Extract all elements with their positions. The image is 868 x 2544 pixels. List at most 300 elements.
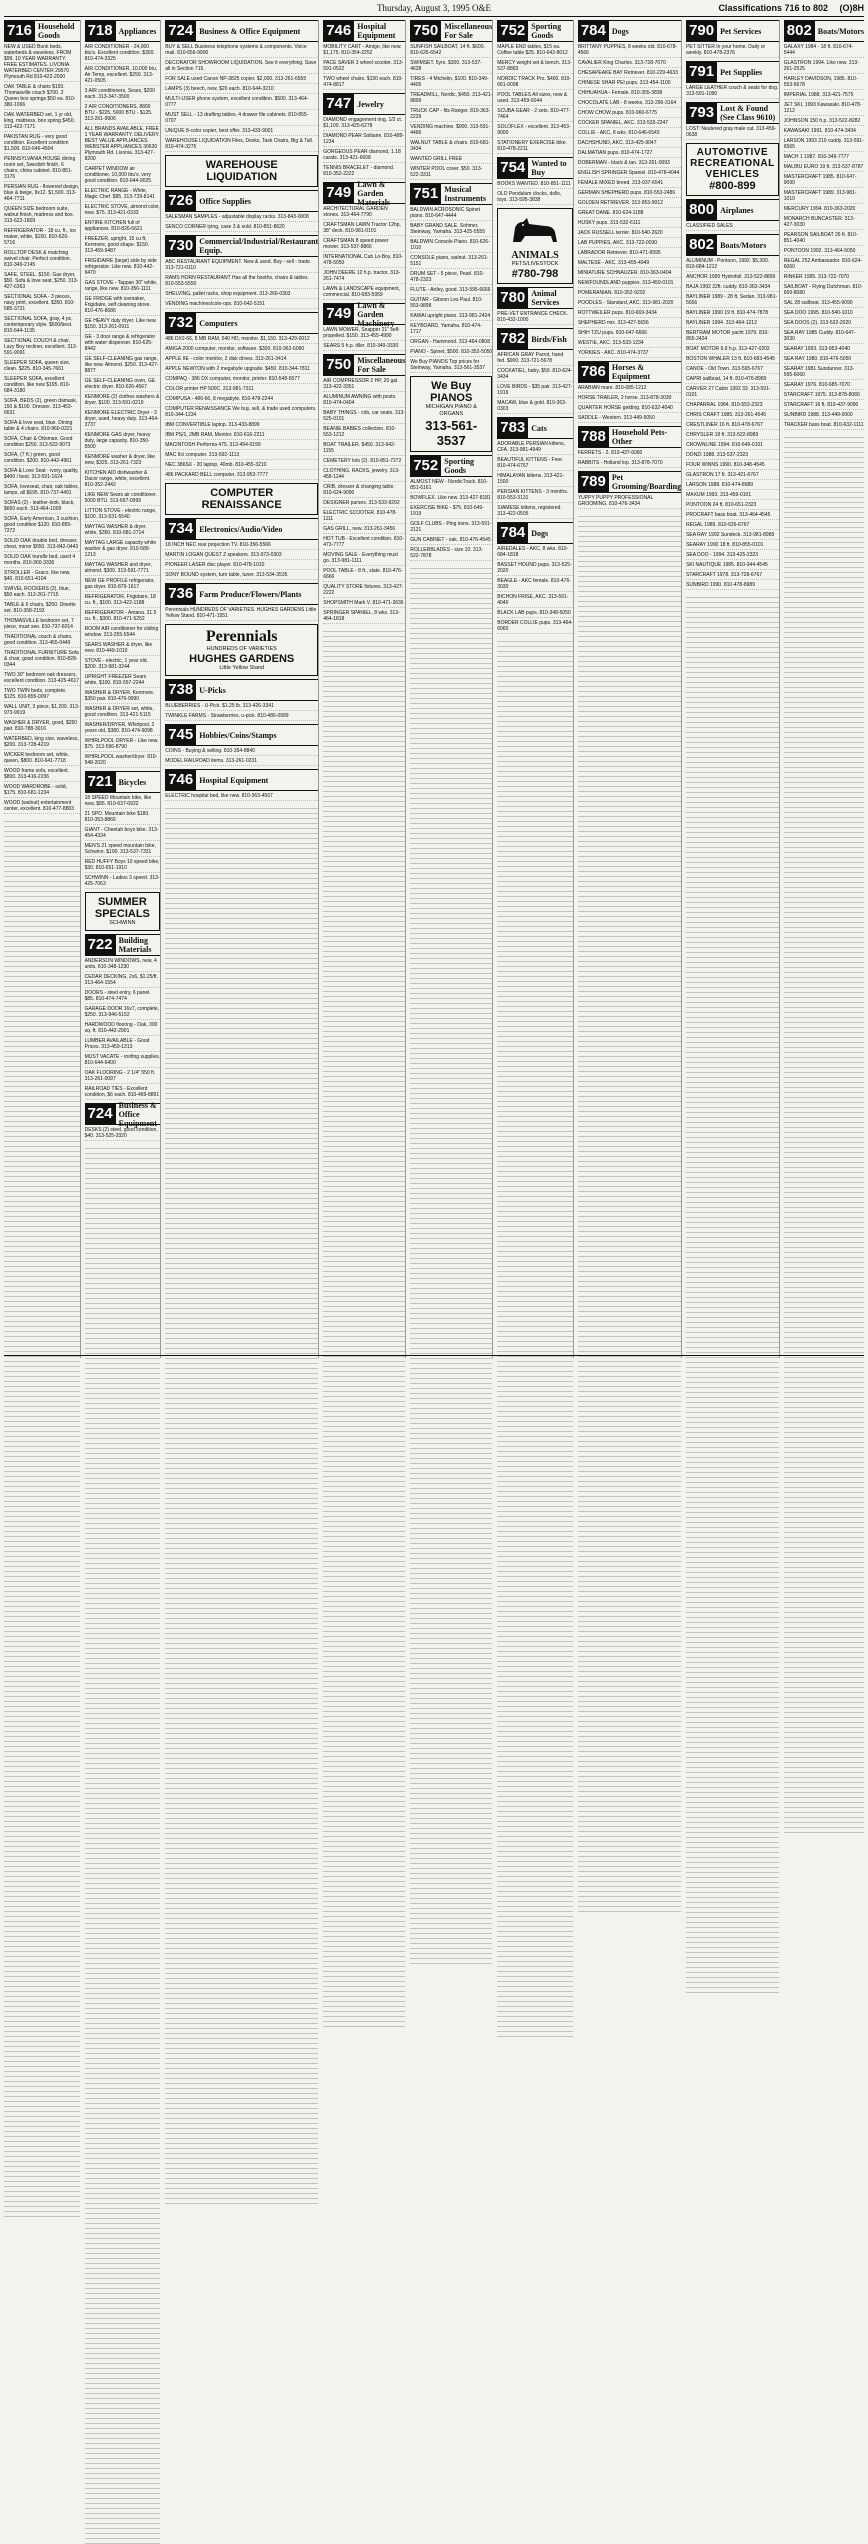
classified-ad: ELECTRIC STOVE, almond color, new. $75. 313-421-0333: [84, 204, 161, 216]
classified-ad: AMIGA 2000 computer, monitor, software. $300. 810-362-6090: [165, 346, 318, 354]
classified-ad: POMERANIAN. 810-352-9292: [578, 290, 681, 298]
section-802: [686, 234, 779, 590]
column-2: [85, 20, 162, 1358]
classified-ad: BALDWIN ACROSONIC Spinet piano. 810-647-4444: [410, 207, 492, 221]
classified-ad: GOLDEN RETRIEVER. 313-953-9012: [578, 200, 681, 208]
section-number: 751: [410, 184, 441, 204]
classified-ad: 3 AIR conditioners, Sears, $200 each. 313-347-3500: [85, 88, 161, 102]
classified-ad: SOFA, (7 ft.) green, good condition. $200. 810-442-4961: [4, 452, 80, 466]
classified-ad: CONSOLE piano, walnut. 313-261-5151: [410, 255, 492, 269]
classified-ad: SALESMAN SAMPLES - adjustable display racks. 313-843-0008: [165, 214, 318, 222]
classified-ad: DOBERMAN - black & tan. 313-261-0093: [578, 160, 681, 168]
classified-ad: AIREDALES - AKC, 8 wks. 810-684-1818: [497, 546, 573, 560]
section-number: 746: [165, 770, 196, 790]
section-number: 802: [686, 235, 717, 255]
section-number: 749: [323, 304, 354, 324]
classified-ad: IBM CONVERTIBLE laptop. 313-433-8899: [165, 422, 318, 430]
classified-ad: CHESAPEAKE BAY Retriever. 810-229-4633: [578, 70, 681, 78]
classified-ad: BOWFLEX. Like new. 313-427-8181: [410, 495, 491, 501]
classified-ad: TWO TWIN beds, complete. $125. 810-855-0097: [4, 688, 80, 702]
section-title: Commercial/Industrial/Restaurant Equip.: [199, 237, 319, 255]
classified-ad: LOST: Neutered gray male cat. 313-459-0638: [686, 126, 779, 140]
section-746: [165, 769, 318, 801]
classified-ad: ORGAN - Hammond. 313-464-0808: [410, 339, 492, 347]
classified-ad: MACAW, blue & gold. 810-363-0303: [497, 400, 573, 414]
section-782: [497, 328, 573, 414]
section-title: Computers: [199, 318, 238, 328]
classified-ad: 2 AIR CONDITIONERS, 8800 BTU - $225, 5000 BTU - $125. 313-261-9906: [85, 104, 161, 124]
classified-ad: ELECTRIC RANGE - White, Magic Chef. $85. 313-729-8141: [85, 188, 161, 202]
classified-ad: WASHER & DRYER, Kenmore. $350 pair. 810-476-9990: [85, 690, 161, 704]
classified-ad: SCHWINN - Ladies 3 speed. 313-425-7063: [84, 875, 160, 887]
classified-ad: THOMASVILLE bedroom set, 7 piece, must see. 810-737-6014: [4, 618, 80, 632]
section-749: [323, 179, 405, 300]
classified-ad: LUMBER AVAILABLE - Good Prices. 313-459-1313: [85, 1038, 161, 1052]
section-number: 721: [85, 772, 116, 792]
classified-ad: MARTIN LOGAN QUEST Z speakers. 313-973-0303: [165, 552, 318, 560]
section-title: Lost & Found (See Class 9610): [720, 104, 776, 122]
classified-ad: FLUTE - Artley, good. 313-595-6666: [410, 287, 491, 293]
classified-ad: BERTRAM MOTOR yacht 1979. 810-855-2424: [686, 330, 779, 344]
section-header: [165, 679, 318, 701]
classified-ad: 486 PACKARD BELL computer. 313-953-7777: [165, 472, 318, 480]
classified-ad: SHIH TZU pups. 810-647-6666: [578, 330, 681, 338]
classified-ad: WOOD (walnut) entertainment center, excellent. 810-477-8803: [4, 800, 80, 814]
section-header: [686, 102, 779, 124]
classified-ad: VENDING machine. $900. 313-591-4466: [410, 124, 492, 138]
classified-ad: BORDER COLLIE pups. 313-464-6060: [497, 620, 573, 632]
classified-ad: COMPAQ - 386 DX computer, monitor, printer. 810-548-5577: [165, 376, 318, 384]
section-header: [323, 93, 405, 115]
classified-ad: ENTIRE KITCHEN full of appliances. 810-826-6621: [85, 220, 161, 234]
classified-ad: COLOR printer HP 500C. 313-981-7311: [165, 386, 318, 394]
classified-ad: SOLID OAK double bed, dresser, chest, mirror $650. 313-842-0443: [4, 538, 79, 550]
section-header: [165, 20, 318, 42]
classified-ad: SOFA & love seat, blue. Dining table & 4 chairs. 810-960-0321: [4, 420, 80, 434]
classified-ad: MALIBU EURO 19 ft. 313-537-8787: [783, 164, 864, 170]
section-734: [165, 518, 318, 580]
classified-ad: SEA RAY 1992 Sundeck. 313-981-8989: [686, 532, 779, 540]
section-header: [85, 1100, 161, 1128]
classified-ad: RAMS HORN RESTAURANT Has all the booths, chairs & tables. 810-553-5550: [165, 275, 318, 289]
classified-ad: REFRIGERATOR - Amana. 21.5 cu. ft., $300. 810-471-5252: [85, 610, 161, 624]
section-786: [578, 361, 681, 423]
classified-ad: GERMAN SHEPHERD pups. 810-553-2486: [578, 190, 681, 198]
column-7: [578, 20, 682, 1358]
classified-ad: BASSET HOUND pups. 313-525-2020: [497, 562, 572, 574]
classified-ad: GALAXY 1984 - 18 ft. 810-674-5444: [784, 44, 864, 58]
classified-ad: SLEEPER SOFA, queen size, clean. $225. 810-345-7661: [4, 360, 80, 374]
section-724: [165, 20, 318, 152]
classified-ad: OLD Pendulum clocks, dolls, toys. 313-595-3838: [497, 191, 573, 205]
liquidation-ad-box: [165, 155, 318, 187]
classified-ad: SUNBIRD 1990. 810-478-8989: [686, 582, 779, 590]
dog-icon: [505, 214, 565, 248]
classified-ad: TRADITIONAL FURNITURE Sofa & chair, good condition. 810-828-0344: [4, 650, 79, 668]
classified-ad: ROOM AIR conditioner for sliding window. 313-255-5544: [84, 626, 159, 638]
classified-ad: CHAPARRAL 1984. 810-553-2323: [686, 402, 779, 410]
classified-ad: RED HUFFY Boys 10 speed bike, $30. 810-651-1910: [84, 859, 160, 871]
classified-ad: ROLLTOP DESK & matching swivel chair. Perfect condition. 810-349-2145: [4, 250, 80, 270]
classified-ad: STATIONERY EXERCISE bike. 810-478-2211: [497, 140, 573, 154]
classified-ad: PENNSYLVANIA HOUSE dining room set, Swedish finish, 6 chairs, china cabinet. 810-851-3176: [4, 156, 80, 182]
classified-ad: KEYBOARD, Yamaha. 810-474-1717: [410, 323, 492, 337]
classified-ad: REFRIGERATOR, Frigidaire, 18 cu. ft., $100. 313-422-1188: [85, 594, 161, 608]
classified-ad: GAS GRILL, new. 313-261-3456: [323, 526, 405, 534]
section-number: 726: [165, 191, 196, 211]
classified-ad: SEARAY 1990 18 ft. 810-855-0101: [686, 542, 779, 550]
classified-ad: CLOTHING, RACKS, jewelry. 313-458-1144: [323, 468, 405, 482]
section-header: [85, 771, 161, 793]
classified-ad: BLACK LAB pups. 810-348-5050: [497, 610, 573, 618]
classified-ad: SEARAY 1993. 313-953-4040: [784, 346, 864, 354]
section-784: [578, 20, 681, 358]
animals-subtitle: PETS/LIVESTOCK: [511, 261, 559, 267]
perennials-line3: HUGHES GARDENS: [189, 653, 295, 665]
classified-ad: We Buy PIANOS Top prices for Steinway, Yamaha. 313-561-3537: [410, 359, 492, 373]
classified-ad: BABY GRAND SALE. Sohmer, Steinway, Yamaha. 313-425-5555: [410, 223, 492, 237]
classified-ad: SONY BOUND system, turn table, tuner. 313-534-3535: [165, 572, 318, 580]
classified-ad: ELECTRIC hospital bed, like new. 810-363-4567: [165, 793, 318, 801]
classified-ad: APPLE NEWTON with 2 megabyte upgrade. $450. 810-344-7811: [165, 366, 318, 374]
section-number: 793: [686, 103, 717, 123]
section-789: [578, 471, 681, 509]
classified-ad: SAILBOAT - Flying Dutchman. 810-669-8080: [783, 284, 863, 296]
section-title: Miscellaneous For Sale: [357, 356, 406, 374]
section-header: [686, 61, 779, 83]
classified-ad: POODLES - Standard, AKC. 313-981-2020: [578, 300, 681, 308]
section-header: [85, 20, 161, 42]
rv-line1: AUTOMOTIVE: [696, 147, 769, 158]
section-title: Lawn & Garden Machinery: [357, 300, 395, 328]
classified-ad: CEMETERY lots (2). 810-851-7272: [323, 458, 405, 466]
classified-ad: GOLF CLUBS - Ping irons. 313-591-2121: [410, 521, 492, 533]
classified-ad: TREADMILL, Nordic, $450. 313-421-8899: [410, 92, 493, 104]
perennials-ad-box: [165, 624, 318, 676]
classified-ad: AFRICAN GRAY Parrot, hand fed. $900. 313-721-5678: [497, 352, 573, 366]
section-800: [686, 199, 779, 231]
classified-ad: CHIHUAHUA - Female. 810-355-3838: [578, 90, 681, 98]
classified-ad: CAPRI sailboat, 14 ft. 810-476-8989: [686, 376, 779, 384]
section-header: [323, 179, 405, 207]
section-header: [410, 455, 492, 477]
classified-ad: JACK RUSSELL terrier. 810-540-2620: [578, 230, 681, 238]
section-number: 802: [784, 21, 815, 41]
animals-phone: #780-798: [511, 268, 559, 280]
section-793: [686, 102, 779, 140]
section-746: [323, 20, 405, 90]
classified-ad: BAYLINER 1990 19 ft. 810-474-7878: [686, 310, 779, 318]
section-747: [323, 93, 405, 179]
classified-ad: TRADITIONAL couch & chairs, good condition. 313-455-0449: [4, 634, 80, 648]
classified-ad: FREEZER, upright, 15 cu ft, Kenmore, good shape. $150. 313-459-9487: [85, 236, 161, 256]
classified-ad: SEA RAY 1985 Cuddy. 810-647-3030: [784, 330, 864, 344]
classified-ad: WAREHOUSE LIQUIDATION Files, Desks, Task Chairs, Big & Tall. 810-474-3275: [165, 138, 318, 152]
section-724: [84, 1100, 161, 1141]
section-header: [323, 354, 405, 376]
classified-ad: DESKS (2) steel, good condition, $40. 313-525-3320: [85, 1127, 161, 1141]
classified-ad: CHOCOLATE LAB - 8 weeks. 313-296-3164: [578, 100, 681, 108]
column-5: [410, 20, 493, 1358]
classified-ad: YUPPY PUPPY PROFESSIONAL GROOMING. 810-476-3434: [578, 495, 681, 509]
section-title: Office Supplies: [199, 196, 251, 206]
section-title: Jewelry: [357, 99, 384, 109]
section-736: [165, 583, 318, 621]
section-header: [165, 724, 318, 746]
classified-ad: ARCHITECTURAL GARDEN stones. 313-464-7790: [323, 206, 405, 220]
classified-ad: SAL 28 sailboat. 313-455-9090: [784, 300, 864, 308]
section-751: [410, 183, 492, 373]
classified-ad: COMPUSA - 486-66, 8 megabyte. 810-478-2244: [165, 396, 318, 404]
classified-ad: SHELVING, pallet racks, shop equipment. 313-266-0303: [165, 291, 318, 299]
classified-ad: AIR CONDITIONER, 10,000 btu, Air Temp, excellent. $250. 313-421-0505: [85, 66, 161, 86]
classified-ad: SUNBIRD 1988. 313-449-0000: [784, 412, 864, 420]
classified-ad: CLASSIFIED SALES: [686, 223, 779, 231]
section-header: [165, 235, 318, 257]
column-filler-text: [410, 564, 492, 1964]
section-number: 780: [497, 288, 528, 308]
page-footer-rule: [4, 1355, 864, 1360]
classified-ad: KAWASAKI 1991. 810-474-3434: [784, 128, 864, 136]
classified-ad: SLEEPER SOFA, excellent condition, like new $195. 810-684-3180: [4, 376, 80, 396]
perennials-title: Perennials: [205, 628, 278, 645]
classified-ad: IBM PS/1, 2MB RAM, Monitor. 810-616-2211: [165, 432, 318, 440]
classified-ad: PIANO - Spinet, $500. 810-352-5050: [410, 349, 493, 355]
classified-ad: GLASTRON 1994. Like new. 313-261-2525: [784, 60, 864, 74]
classified-ad: REFRIGERATOR - 18 cu. ft., ice maker, white, $150. 810-626-5716: [4, 228, 80, 248]
classified-ad: STROLLER - Graco, like new, $40. 810-651-4104: [4, 570, 80, 584]
pianos-ad-box: [410, 376, 492, 452]
classified-ad: NORDIC TRACK Pro. $400. 810-661-0098: [497, 76, 572, 88]
classified-ad: FRIGIDAIRE (large) side by side refrigerator. Like new. 810-442-9470: [85, 258, 161, 278]
page-header: [4, 2, 864, 17]
classified-ad: TWO wheel chairs. $150 each. 810-474-8817: [323, 76, 405, 90]
classified-ad: WANTED GRILL FREE: [410, 156, 492, 164]
column-filler-text: [784, 433, 864, 1833]
classified-ad: POOL TABLES All sizes, new & used. 313-459-6044: [497, 92, 573, 106]
classified-ad: CAVALIER King Charles. 313-728-7070: [578, 60, 681, 68]
classified-ad: PERSIAN KITTENS - 3 months. 810-553-3131: [497, 489, 573, 503]
section-750: [323, 354, 405, 624]
section-number: 789: [578, 472, 609, 492]
animals-title: ANIMALS: [511, 250, 559, 261]
classified-ad: DOORS - steel entry, 6 panel. $85. 810-474-7474: [85, 990, 161, 1004]
classified-ad: TABLE & 6 chairs, $250. Dinette set. 810-358-2193: [4, 602, 80, 616]
classified-ad: BOSTON WHALER 13 ft. 810-683-4545: [686, 356, 779, 364]
column-1: [4, 20, 81, 1358]
section-header: [497, 20, 573, 42]
section-title: Hospital Equipment: [199, 775, 269, 785]
classified-ad: BLUEBERRIES - U-Pick. $1.25 lb. 313-426-3341: [165, 703, 318, 711]
classified-ad: KAWAI upright piano. 313-981-2424: [410, 313, 492, 321]
classified-ad: LABRADOR Retriever. 810-471-9595: [578, 250, 681, 258]
classified-ad: HUSKY pups. 313-532-6111: [578, 220, 681, 228]
classified-ad: SWIMSET. 5yrs. $300. 313-537-4628: [410, 60, 492, 74]
classified-ad: BALDWIN Console Piano. 810-626-1010: [410, 239, 492, 253]
classified-ad: ADORABLE PERSIAN kittens, CFA. 313-981-4949: [497, 441, 573, 455]
classified-ad: CRIB, dresser & changing table. 810-624-9090: [323, 484, 405, 498]
liquidation-line1: WAREHOUSE: [205, 159, 278, 171]
classified-ad: MERCURY 1994. 810-363-2020: [784, 206, 864, 214]
classified-ad: STOVE - electric, 1 year old. $200. 313-981-3244: [85, 658, 161, 672]
classified-ad: TRACKER bass boat. 810-632-1111: [783, 422, 864, 428]
section-number: 722: [85, 935, 116, 955]
classified-ad: QUARTER HORSE gelding. 810-632-4040: [578, 405, 681, 413]
section-header: [578, 426, 681, 448]
classified-ad: SAFE, STEEL. $150. Gas dryer, $50. Sofa & love seat, $250. 313-427-6363: [4, 272, 79, 290]
classified-ad: DIAMOND engagement ring, 1/2 ct. $1,100. 313-425-6278: [323, 117, 405, 131]
section-title: Airplanes: [720, 205, 754, 215]
classified-columns: [4, 20, 864, 1358]
liquidation-line2: LIQUIDATION: [206, 171, 278, 183]
section-718: [85, 20, 161, 768]
section-header: [4, 20, 80, 42]
section-header: [85, 934, 161, 956]
section-title: Appliances: [118, 26, 157, 36]
section-784: [497, 522, 573, 634]
section-number: 724: [85, 1104, 116, 1124]
classified-ad: CROWNLINE 1994. 810-649-0101: [686, 442, 779, 450]
column-filler-text: [4, 817, 80, 2217]
classified-ad: NEW & USED Bunk beds, waterbeds & waveless. FROM $99. 10 YEAR WARRANTY. FREE ESTIMATES. LIVONIA WATERBED CENTER 29570 Plymouth Rd 810-422-2000: [4, 44, 80, 82]
classified-ad: SENCO CORNER tying, case 3 & sold. 810-851-8620: [165, 224, 318, 232]
classified-ad: PACE SAVER 3 wheel scooter. 313-591-0522: [323, 60, 404, 72]
classified-ad: ELECTRIC SCOOTER. 810-478-1111: [323, 510, 405, 524]
classified-ad: MAC IIci computer. 313-592-1113: [165, 452, 318, 460]
section-721: [85, 771, 161, 889]
classified-ad: CRAFTSMAN LAWN Tractor 12hp, 38" deck. 810-981-0101: [323, 222, 405, 236]
classified-ad: QUEEN SIZE bedroom suite, walnut finish, mattress and box. 313-622-1809: [4, 206, 80, 226]
classified-ad: BABY THINGS - crib, car seats. 313-525-0101: [323, 410, 405, 422]
classified-ad: MODEL RAILROAD items. 313-261-0231: [165, 758, 318, 766]
classified-ad: MALTESE - AKC. 313-455-4949: [578, 260, 681, 268]
classified-ad: CHRIS CRAFT 1985. 313-261-4545: [686, 412, 779, 420]
classified-ad: BEAUTIFUL KITTENS - Free. 810-474-6767: [497, 457, 573, 471]
section-722: [85, 934, 161, 1100]
classified-ad: SADDLE - Western. 313-449-5050: [578, 415, 681, 423]
classified-ad: SECTIONAL COUCH & chair, Lazy Boy recliner, excellent. 313-591-9091: [4, 338, 80, 358]
classified-ad: DRUM SET - 5 piece, Pearl. 810-478-2323: [410, 271, 492, 285]
classified-ad: LARSON 1993 210 cuddy. 313-591-6565: [783, 138, 864, 150]
classified-ad: INTERNATIONAL Cub Lo-Boy. 810-478-5050: [323, 254, 405, 268]
classified-ad: COLLIE - AKC, 8 wks. 810-646-6543: [578, 130, 681, 138]
section-header: [410, 20, 492, 42]
classified-ad: TWO 30" bedroom oak dressers, excellent condition. 313-425-4617: [4, 672, 80, 684]
classified-ad: BOOKS WANTED. 810-851-1111: [497, 181, 573, 189]
section-number: 752: [410, 456, 441, 476]
section-title: Business & Office Equipment: [199, 26, 301, 36]
classified-ad: GE SELF-CLEANING gas range, like new. Almond. $250. 313-427-8877: [84, 356, 159, 374]
classified-ad: LAWN MOWER, Snapper 21" self-propelled. $150. 313-455-4990: [323, 327, 405, 341]
classified-ad: MULTI-USER phone system, excellent condition. $500. 313-464-0777: [165, 96, 318, 110]
section-title: Bicycles: [118, 777, 147, 787]
section-title: Boats/Motors: [720, 240, 767, 250]
classified-ad: JOHNSON 150 h.p. 313-522-8282: [784, 118, 864, 126]
section-752: [410, 455, 492, 561]
section-header: [497, 157, 573, 179]
classified-ad: WALL UNIT, 3 piece, $1,200. 313-973-9919: [4, 704, 80, 716]
section-title: Dogs: [611, 26, 629, 36]
section-header: [323, 20, 405, 42]
classified-ad: ANCHOR 1995 Hydrofoil. 313-522-8899: [686, 274, 779, 282]
classified-ad: LIKE NEW Sears air conditioner. 5000 BTU. 313-697-0999: [85, 492, 161, 506]
column-8: [686, 20, 780, 1358]
classified-ad: ALMOST NEW - NordicTrack. 810-851-6161: [410, 479, 492, 493]
section-header: [497, 328, 573, 350]
section-number: 736: [165, 584, 196, 604]
section-title: Hospital Equipment: [357, 22, 396, 40]
classified-ad: BOAT TRAILER. $450. 313-942-1155: [323, 442, 405, 456]
summer-ad-box: [85, 892, 161, 931]
classified-ad: SCUBA GEAR - 2 sets. 810-477-7464: [497, 108, 573, 122]
classified-ad: STARCRAFT 1978. 313-728-6767: [686, 572, 779, 580]
section-number: 752: [497, 21, 528, 41]
animals-ad-box: [497, 208, 573, 284]
classified-ad: 21 SPD. Mountain bike $180. 810-353-8866: [85, 811, 161, 825]
classified-ad: MAYTAG LARGE capacity white washer & gas dryer. 810-589-1213: [85, 540, 161, 560]
classified-ad: AIR COMPRESSOR 2 HP, 20 gal. 313-422-3351: [323, 378, 405, 392]
classified-ad: GORGEOUS PEAR diamond, 1.18 carats. 313-421-6608: [323, 149, 405, 163]
pianos-line1: We Buy PIANOS: [430, 380, 473, 404]
classified-ad: LAB PUPPIES, AKC. 313-722-0030: [578, 240, 681, 248]
classified-ad: YORKIES - AKC. 810-474-3737: [578, 350, 681, 358]
classified-ad: SEARS 5 h.p. tiller. 810-349-3330: [323, 343, 405, 351]
section-754: [497, 157, 573, 205]
section-title: Pet Services: [720, 26, 762, 36]
classified-ad: SEA DOO - 1994. 313-425-2323: [686, 552, 779, 560]
header-page-number: (O)8H: [839, 3, 864, 13]
classified-ad: DESIGNER purses. 313-533-9292: [323, 500, 405, 508]
classified-ad: SOLID OAK trundle bed, used 4 months. 810-360-3336: [4, 554, 80, 568]
section-788: [578, 426, 681, 468]
section-number: 754: [497, 158, 528, 178]
classified-ad: MEN'S 21 speed mountain bike, Schwinn. $100. 313-537-7331: [85, 843, 161, 857]
section-title: U-Picks: [199, 685, 226, 695]
classified-ad: MAPLE END tables, $15 ea. Coffee table $25. 810-642-8012: [497, 44, 573, 58]
classified-ad: PEARSON SAILBOAT 26 ft. 810-851-4040: [784, 232, 864, 246]
section-header: [686, 199, 779, 221]
classified-ad: NEWFOUNDLAND puppies. 313-459-0101: [578, 280, 681, 288]
section-title: Lawn & Garden Materials: [357, 179, 391, 207]
section-number: 734: [165, 519, 196, 539]
classified-ad: PRE-VET ENTRANCE CHECK. 810-432-1000: [497, 311, 573, 325]
classified-ad: TWINKLE FARMS - Strawberries, u-pick. 810-486-0999: [165, 713, 318, 721]
classified-ad: MASTERCRAFT 1985. 810-647-9090: [784, 174, 864, 188]
section-number: 784: [497, 523, 528, 543]
classified-ad: HARLEY DAVIDSON, 1985. 810-553-5678: [784, 76, 864, 90]
section-title: Animal Services: [531, 289, 560, 307]
classified-ad: SECTIONAL SOFA, gray, 4 pc, contemporary style. $600/best. 810-644-1135: [4, 316, 80, 336]
classified-ad: PIONEER LASER disc player. 810-478-1010: [165, 562, 318, 570]
section-header: [578, 20, 681, 42]
classified-ad: FEMALE MIXED breed. 313-937-6541: [578, 180, 681, 188]
classified-ad: MAXUM 1993. 313-459-0101: [686, 492, 779, 500]
classified-ad: KITCHEN AID dishwasher & Dacor range, white, excellent. 810-352-2442: [85, 470, 161, 490]
classified-ad: 18 SPEED Mountain bike, like new, $85. 810-637-0922: [85, 795, 161, 809]
section-790: [686, 20, 779, 58]
classified-ad: JOHN DEERE 12 h.p. tractor. 313-261-7474: [323, 270, 405, 284]
column-4: [323, 20, 406, 1358]
section-number: 783: [497, 418, 528, 438]
classified-ad: SHEPHERD mix. 313-427-5656: [578, 320, 681, 328]
classified-ad: APPLE IIE - color monitor, 2 disk drives. 313-261-3414: [165, 356, 318, 364]
classified-ad: UNIQUE 8-color copier, best offer. 313-433-9001: [165, 128, 318, 136]
classified-ad: STARCRAFT 16 ft. 810-437-9090: [784, 402, 864, 410]
classified-ad: WASHER & DRYER set, white, good condition. 313-421-5115: [85, 706, 161, 720]
classified-ad: SPRINGER SPANIEL, 8 wks. 313-464-1818: [323, 610, 405, 624]
section-number: 788: [578, 427, 609, 447]
section-title: Birds/Fish: [531, 334, 567, 344]
